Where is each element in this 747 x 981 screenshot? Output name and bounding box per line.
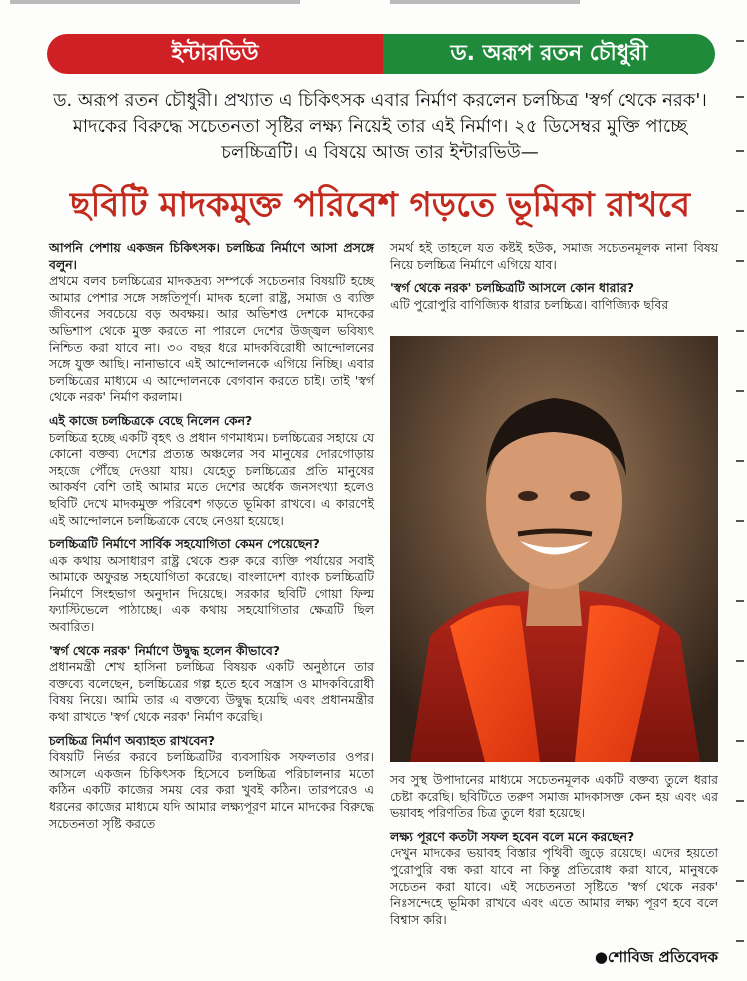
- answer: এটি পুরোপুরি বাণিজ্যিক ধারার চলচ্চিত্র। বাণিজ্যিক ছবির: [390, 296, 669, 312]
- answer: প্রথমে বলব চলচ্চিত্রের মাদকদ্রব্য সম্পর্কে সচেতনার বিষয়টি হচ্ছে আমার পেশার সঙ্গে সঙ্গতিপূর্ণ। মাদক হলো রাষ্ট্র, সমাজ ও ব্যক্তি জীবনের সবচেয়ে বড় অবক্ষয়। আর অভিশপ্ত দেশকে মাদকের অভিশাপ থেকে মুক্ত করতে না পারলে দেশের উজ্জ্বল ভবিষ্যৎ নিশ্চিত করা যাবে না। ৩০ বছর ধরে মাদকবিরোধী আন্দোলনের সঙ্গে যুক্ত আছি। নানাভাবে এই আন্দোলনকে এগিয়ে নিচ্ছি। এবার চলচ্চিত্রের মাধ্যমে এ আন্দোলনকে বেগবান করতে চাই। তাই 'স্বর্গ থেকে নরক' নির্মাণ করলাম।: [49, 273, 374, 405]
- portrait-illustration: [390, 336, 718, 762]
- question: 'স্বর্গ থেকে নরক' নির্মাণে উদ্বুদ্ধ হলেন কীভাবে?: [49, 642, 280, 658]
- portrait-photo: [390, 336, 718, 762]
- section-banner: [47, 34, 715, 74]
- top-cropped-line: [0, 0, 747, 8]
- question: 'স্বর্গ থেকে নরক' চলচ্চিত্রটি আসলে কোন ধারার?: [390, 280, 634, 296]
- answer: প্রধানমন্ত্রী শেখ হাসিনা চলচ্চিত্র বিষয়ক একটি অনুষ্ঠানে তার বক্তব্যে বলেছেন, চলচ্চিত্রের গল্প হতে হবে সন্ত্রাস ও মাদকবিরোধী বিষয় নিয়ে। আমি তার এ বক্তব্যে উদ্বুদ্ধ হয়েছি এবং প্রধানমন্ত্রীর কথা রাখতে 'স্বর্গ থেকে নরক' নির্মাণ করেছি।: [49, 659, 374, 725]
- right-column-bottom: [390, 772, 718, 935]
- left-column: [49, 240, 374, 839]
- right-column-top: [390, 240, 718, 320]
- question: আপনি পেশায় একজন চিকিৎসক। চলচ্চিত্র নির্মাণে আসা প্রসঙ্গে বলুন।: [49, 240, 374, 272]
- headline: ছবিটি মাদকমুক্ত পরিবেশ গড়তে ভূমিকা রাখবে: [70, 185, 690, 225]
- question: লক্ষ্য পূরণে কতটা সফল হবেন বলে মনে করছেন?: [390, 828, 635, 844]
- question: চলচ্চিত্র নির্মাণ অব্যাহত রাখবেন?: [49, 732, 215, 748]
- person-name: ড. অরূপ রতন চৌধুরী: [383, 34, 715, 74]
- answer: সমর্থ হই তাহলে যত কষ্টই হউক, সমাজ সচেতনমূলক নানা বিষয় নিয়ে চলচ্চিত্র নির্মাণে এগিয়ে যাব।: [390, 240, 718, 272]
- adjacent-column-edge: [733, 0, 747, 981]
- answer: চলচ্চিত্র হচ্ছে একটি বৃহৎ ও প্রধান গণমাধ্যম। চলচ্চিত্রের সহায়ে যে কোনো বক্তব্য দেশের প্রত্যন্ত অঞ্চলের সব মানুষের দোরগোড়ায় সহজে পৌঁছে দেওয়া যায়। যেহেতু চলচ্চিত্রের প্রতি মানুষের আকর্ষণ বেশি তাই আমার মতে দেশের অর্ধেক জনসংখ্যা হলেও ছবিটি দেখে মাদকমুক্ত পরিবেশ গড়তে ভূমিকা রাখবে। এ কারণেই এই আন্দোলনে চলচ্চিত্রকে বেছে নেওয়া হয়েছে।: [49, 429, 374, 528]
- section-label: ইন্টারভিউ: [47, 34, 383, 74]
- answer: দেখুন মাদকের ভয়াবহ বিস্তার পৃথিবী জুড়ে রয়েছে। এদের হয়তো পুরোপুরি বন্ধ করা যাবে না কিন্তু প্রতিরোধ করা যাবে, মানুষকে সচেতন করা যাবে। এই সচেতনতা সৃষ্টিতে 'স্বর্গ থেকে নরক' নিঃসন্দেহে ভূমিকা রাখবে এবং এতে আমার লক্ষ্য পূরণ হবে বলে বিশ্বাস করি।: [390, 845, 718, 927]
- intro-text: ড. অরূপ রতন চৌধুরী। প্রখ্যাত এ চিকিৎসক এবার নির্মাণ করলেন চলচ্চিত্র 'স্বর্গ থেকে নরক'। মাদকের বিরুদ্ধে সচেতনতা সৃষ্টির লক্ষ্য নিয়েই তার এই নির্মাণ। ২৫ ডিসেম্বর মুক্তি পাচ্ছে চলচ্চিত্রটি। এ বিষয়ে আজ তার ইন্টারভিউ—: [53, 90, 707, 163]
- question: চলচ্চিত্রটি নির্মাণে সার্বিক সহযোগিতা কেমন পেয়েছেন?: [49, 536, 320, 552]
- byline: ●শোবিজ প্রতিবেদক: [594, 948, 718, 966]
- answer: সব সুস্থ উপাদানের মাধ্যমে সচেতনমূলক একটি বক্তব্য তুলে ধরার চেষ্টা করেছি। ছবিটিতে তরুণ সমাজ মাদকাসক্ত কেন হয় এবং এর ভয়াবহ পরিণতির চিত্র তুলে ধরা হয়েছে।: [390, 772, 718, 821]
- question: এই কাজে চলচ্চিত্রকে বেছে নিলেন কেন?: [49, 412, 253, 428]
- answer: এক কথায় অসাধারণ রাষ্ট্র থেকে শুরু করে ব্যক্তি পর্যায়ের সবাই আমাকে অফুরন্ত সহযোগিতা করেছে। বাংলাদেশ ব্যাংক চলচ্চিত্রটি নির্মাণে সিংহভাগ অনুদান দিয়েছে। সরকার ছবিটি গোয়া ফিল্ম ফ্যাস্টিভেলে পাঠাচ্ছে। এক কথায় সহযোগিতার ক্ষেত্রটি ছিল অবারিত।: [49, 552, 374, 635]
- answer: বিষয়টি নির্ভর করবে চলচ্চিত্রটির ব্যবসায়িক সফলতার ওপর। আসলে একজন চিকিৎসক হিসেবে চলচ্চিত্র পরিচালনার মতো কঠিন একটি কাজের সময় বের করা খুবই কঠিন। তারপরেও এ ধরনের কাজের মাধ্যমে যদি আমার লক্ষ্যপূরণ মানে মাদকের বিরুদ্ধে সচেতনতা সৃষ্টি করতে: [49, 749, 374, 831]
